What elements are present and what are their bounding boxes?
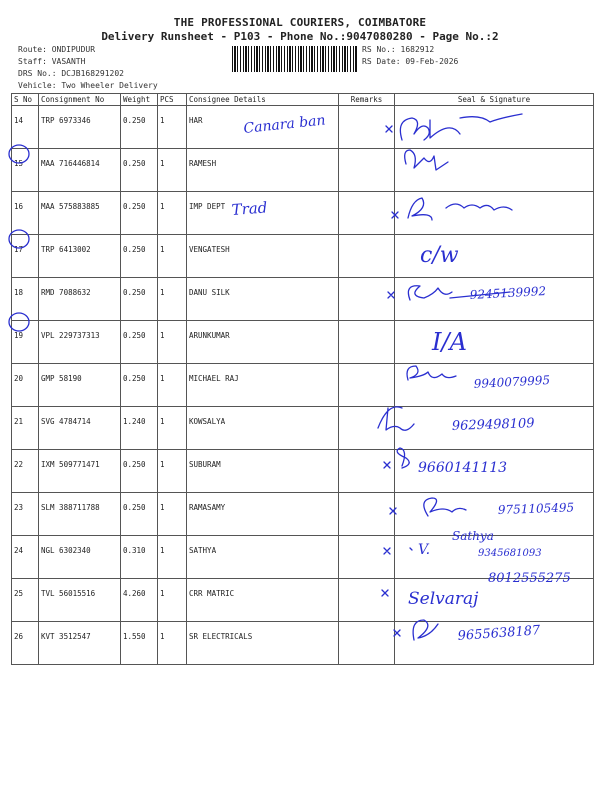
cell-consignment: TRP 6973346 — [39, 106, 121, 149]
cell-seal — [395, 450, 594, 493]
cell-sno: 16 — [12, 192, 39, 235]
cell-remarks — [339, 106, 395, 149]
table-row — [12, 407, 594, 450]
hw-cw: c/w — [420, 243, 459, 268]
hw-num26: 9655638187 — [457, 623, 541, 644]
cell-sno: 15 — [12, 149, 39, 192]
table-row — [12, 493, 594, 536]
runsheet-table — [11, 93, 594, 665]
cell-seal — [395, 579, 594, 622]
cell-pcs: 1 — [158, 364, 187, 407]
hw-num21: 9629498109 — [451, 416, 535, 434]
cell-remarks — [339, 579, 395, 622]
cell-sno: 26 — [12, 622, 39, 665]
cell-pcs: 1 — [158, 493, 187, 536]
cell-pcs: 1 — [158, 407, 187, 450]
cell-remarks — [339, 450, 395, 493]
cell-weight: 0.250 — [121, 493, 158, 536]
cell-pcs: 1 — [158, 106, 187, 149]
col-pcs: PCS — [158, 94, 187, 106]
cell-consignee: SR ELECTRICALS — [187, 622, 339, 665]
cell-sno: 21 — [12, 407, 39, 450]
cell-consignment: MAA 716446814 — [39, 149, 121, 192]
cell-seal — [395, 278, 594, 321]
cell-consignment: NGL 6302340 — [39, 536, 121, 579]
cell-seal — [395, 493, 594, 536]
sheet-subtitle: Delivery Runsheet - P103 - Phone No.:9047080280 - Page No.:2 — [101, 30, 499, 43]
table-header-row — [12, 94, 594, 106]
route-label: Route: ONDIPUDUR — [18, 45, 96, 54]
cell-consignee: SATHYA — [187, 536, 339, 579]
table-row — [12, 149, 594, 192]
hw-trad: Trad — [231, 198, 268, 219]
cell-consignee: HAR — [187, 106, 339, 149]
cell-consignee: VENGATESH — [187, 235, 339, 278]
cell-consignment: RMD 7088632 — [39, 278, 121, 321]
cell-consignment: VPL 229737313 — [39, 321, 121, 364]
table-row — [12, 622, 594, 665]
cell-weight: 0.250 — [121, 192, 158, 235]
hw-canara: Canara ban — [242, 112, 327, 137]
table-row — [12, 579, 594, 622]
cell-seal — [395, 364, 594, 407]
cell-sno: 22 — [12, 450, 39, 493]
hw-selvaraj: Selvaraj — [408, 589, 479, 609]
cell-consignee: CRR MATRIC — [187, 579, 339, 622]
table-row — [12, 364, 594, 407]
hw-num20: 9940079995 — [473, 373, 551, 391]
table-row — [12, 321, 594, 364]
vehicle-label: Vehicle: Two Wheeler Delivery — [18, 81, 158, 90]
cell-remarks — [339, 364, 395, 407]
cell-consignee: ARUNKUMAR — [187, 321, 339, 364]
cell-remarks — [339, 622, 395, 665]
cell-pcs: 1 — [158, 321, 187, 364]
cell-seal — [395, 622, 594, 665]
cell-consignment: KVT 3512547 — [39, 622, 121, 665]
cell-remarks — [339, 407, 395, 450]
cell-consignee: MICHAEL RAJ — [187, 364, 339, 407]
cell-consignment: IXM 509771471 — [39, 450, 121, 493]
cell-seal — [395, 235, 594, 278]
cell-sno: 25 — [12, 579, 39, 622]
cell-remarks — [339, 192, 395, 235]
cell-weight: 0.250 — [121, 450, 158, 493]
drs-label: DRS No.: DCJB168291202 — [18, 69, 124, 78]
cell-consignment: MAA 575883885 — [39, 192, 121, 235]
cell-seal — [395, 536, 594, 579]
cell-pcs: 1 — [158, 278, 187, 321]
table-row — [12, 106, 594, 149]
cell-weight: 0.250 — [121, 321, 158, 364]
hw-v: V. — [418, 542, 431, 558]
col-weight: Weight — [121, 94, 158, 106]
hw-num25: 8012555275 — [488, 571, 571, 586]
rs-number: RS No.: 1682912 — [362, 45, 435, 54]
cell-consignment: TVL 56015516 — [39, 579, 121, 622]
cell-pcs: 1 — [158, 235, 187, 278]
cell-pcs: 1 — [158, 149, 187, 192]
cell-consignment: TRP 6413002 — [39, 235, 121, 278]
cell-weight: 0.250 — [121, 364, 158, 407]
cell-sno: 17 — [12, 235, 39, 278]
col-remarks: Remarks — [339, 94, 395, 106]
cell-consignee: SUBURAM — [187, 450, 339, 493]
cell-remarks — [339, 493, 395, 536]
sheet-title: THE PROFESSIONAL COURIERS, COIMBATORE — [173, 16, 427, 29]
cell-sno: 20 — [12, 364, 39, 407]
cell-remarks — [339, 536, 395, 579]
hw-num23: 9751105495 — [497, 500, 575, 517]
col-consignee: Consignee Details — [187, 94, 339, 106]
cell-sno: 14 — [12, 106, 39, 149]
cell-weight: 1.550 — [121, 622, 158, 665]
cell-weight: 0.310 — [121, 536, 158, 579]
table-row — [12, 235, 594, 278]
cell-remarks — [339, 278, 395, 321]
cell-remarks — [339, 321, 395, 364]
cell-pcs: 1 — [158, 536, 187, 579]
barcode — [232, 46, 358, 72]
cell-seal — [395, 106, 594, 149]
cell-sno: 18 — [12, 278, 39, 321]
cell-consignee: KOWSALYA — [187, 407, 339, 450]
staff-label: Staff: VASANTH — [18, 57, 86, 66]
table-row — [12, 536, 594, 579]
cell-pcs: 1 — [158, 450, 187, 493]
cell-remarks — [339, 235, 395, 278]
hw-sathya: Sathya — [452, 529, 494, 543]
cell-consignment: GMP 58190 — [39, 364, 121, 407]
table-row — [12, 278, 594, 321]
cell-weight: 0.250 — [121, 235, 158, 278]
cell-consignee: DANU SILK — [187, 278, 339, 321]
meta-right — [362, 44, 458, 68]
cell-seal — [395, 407, 594, 450]
col-seal: Seal & Signature — [395, 94, 594, 106]
hw-num24: 9345681093 — [478, 548, 542, 559]
hw-num18: 9245139992 — [469, 284, 547, 302]
cell-consignee: RAMESH — [187, 149, 339, 192]
cell-weight: 4.260 — [121, 579, 158, 622]
table-row — [12, 450, 594, 493]
cell-consignee: RAMASAMY — [187, 493, 339, 536]
cell-weight: 0.250 — [121, 106, 158, 149]
table-row — [12, 192, 594, 235]
cell-seal — [395, 149, 594, 192]
cell-consignment: SLM 388711788 — [39, 493, 121, 536]
cell-weight: 0.250 — [121, 278, 158, 321]
cell-consignee: IMP DEPT — [187, 192, 339, 235]
cell-pcs: 1 — [158, 579, 187, 622]
cell-sno: 23 — [12, 493, 39, 536]
meta-left — [18, 44, 158, 92]
cell-remarks — [339, 149, 395, 192]
col-consignment: Consignment No — [39, 94, 121, 106]
cell-consignment: SVG 4784714 — [39, 407, 121, 450]
cell-pcs: 1 — [158, 622, 187, 665]
cell-seal — [395, 192, 594, 235]
cell-seal — [395, 321, 594, 364]
cell-weight: 1.240 — [121, 407, 158, 450]
cell-sno: 24 — [12, 536, 39, 579]
cell-weight: 0.250 — [121, 149, 158, 192]
col-sno: S No — [12, 94, 39, 106]
cell-pcs: 1 — [158, 192, 187, 235]
hw-num22: 9660141113 — [418, 460, 508, 476]
rs-date: RS Date: 09-Feb-2026 — [362, 57, 459, 66]
hw-ia: I/A — [432, 328, 467, 356]
cell-sno: 19 — [12, 321, 39, 364]
